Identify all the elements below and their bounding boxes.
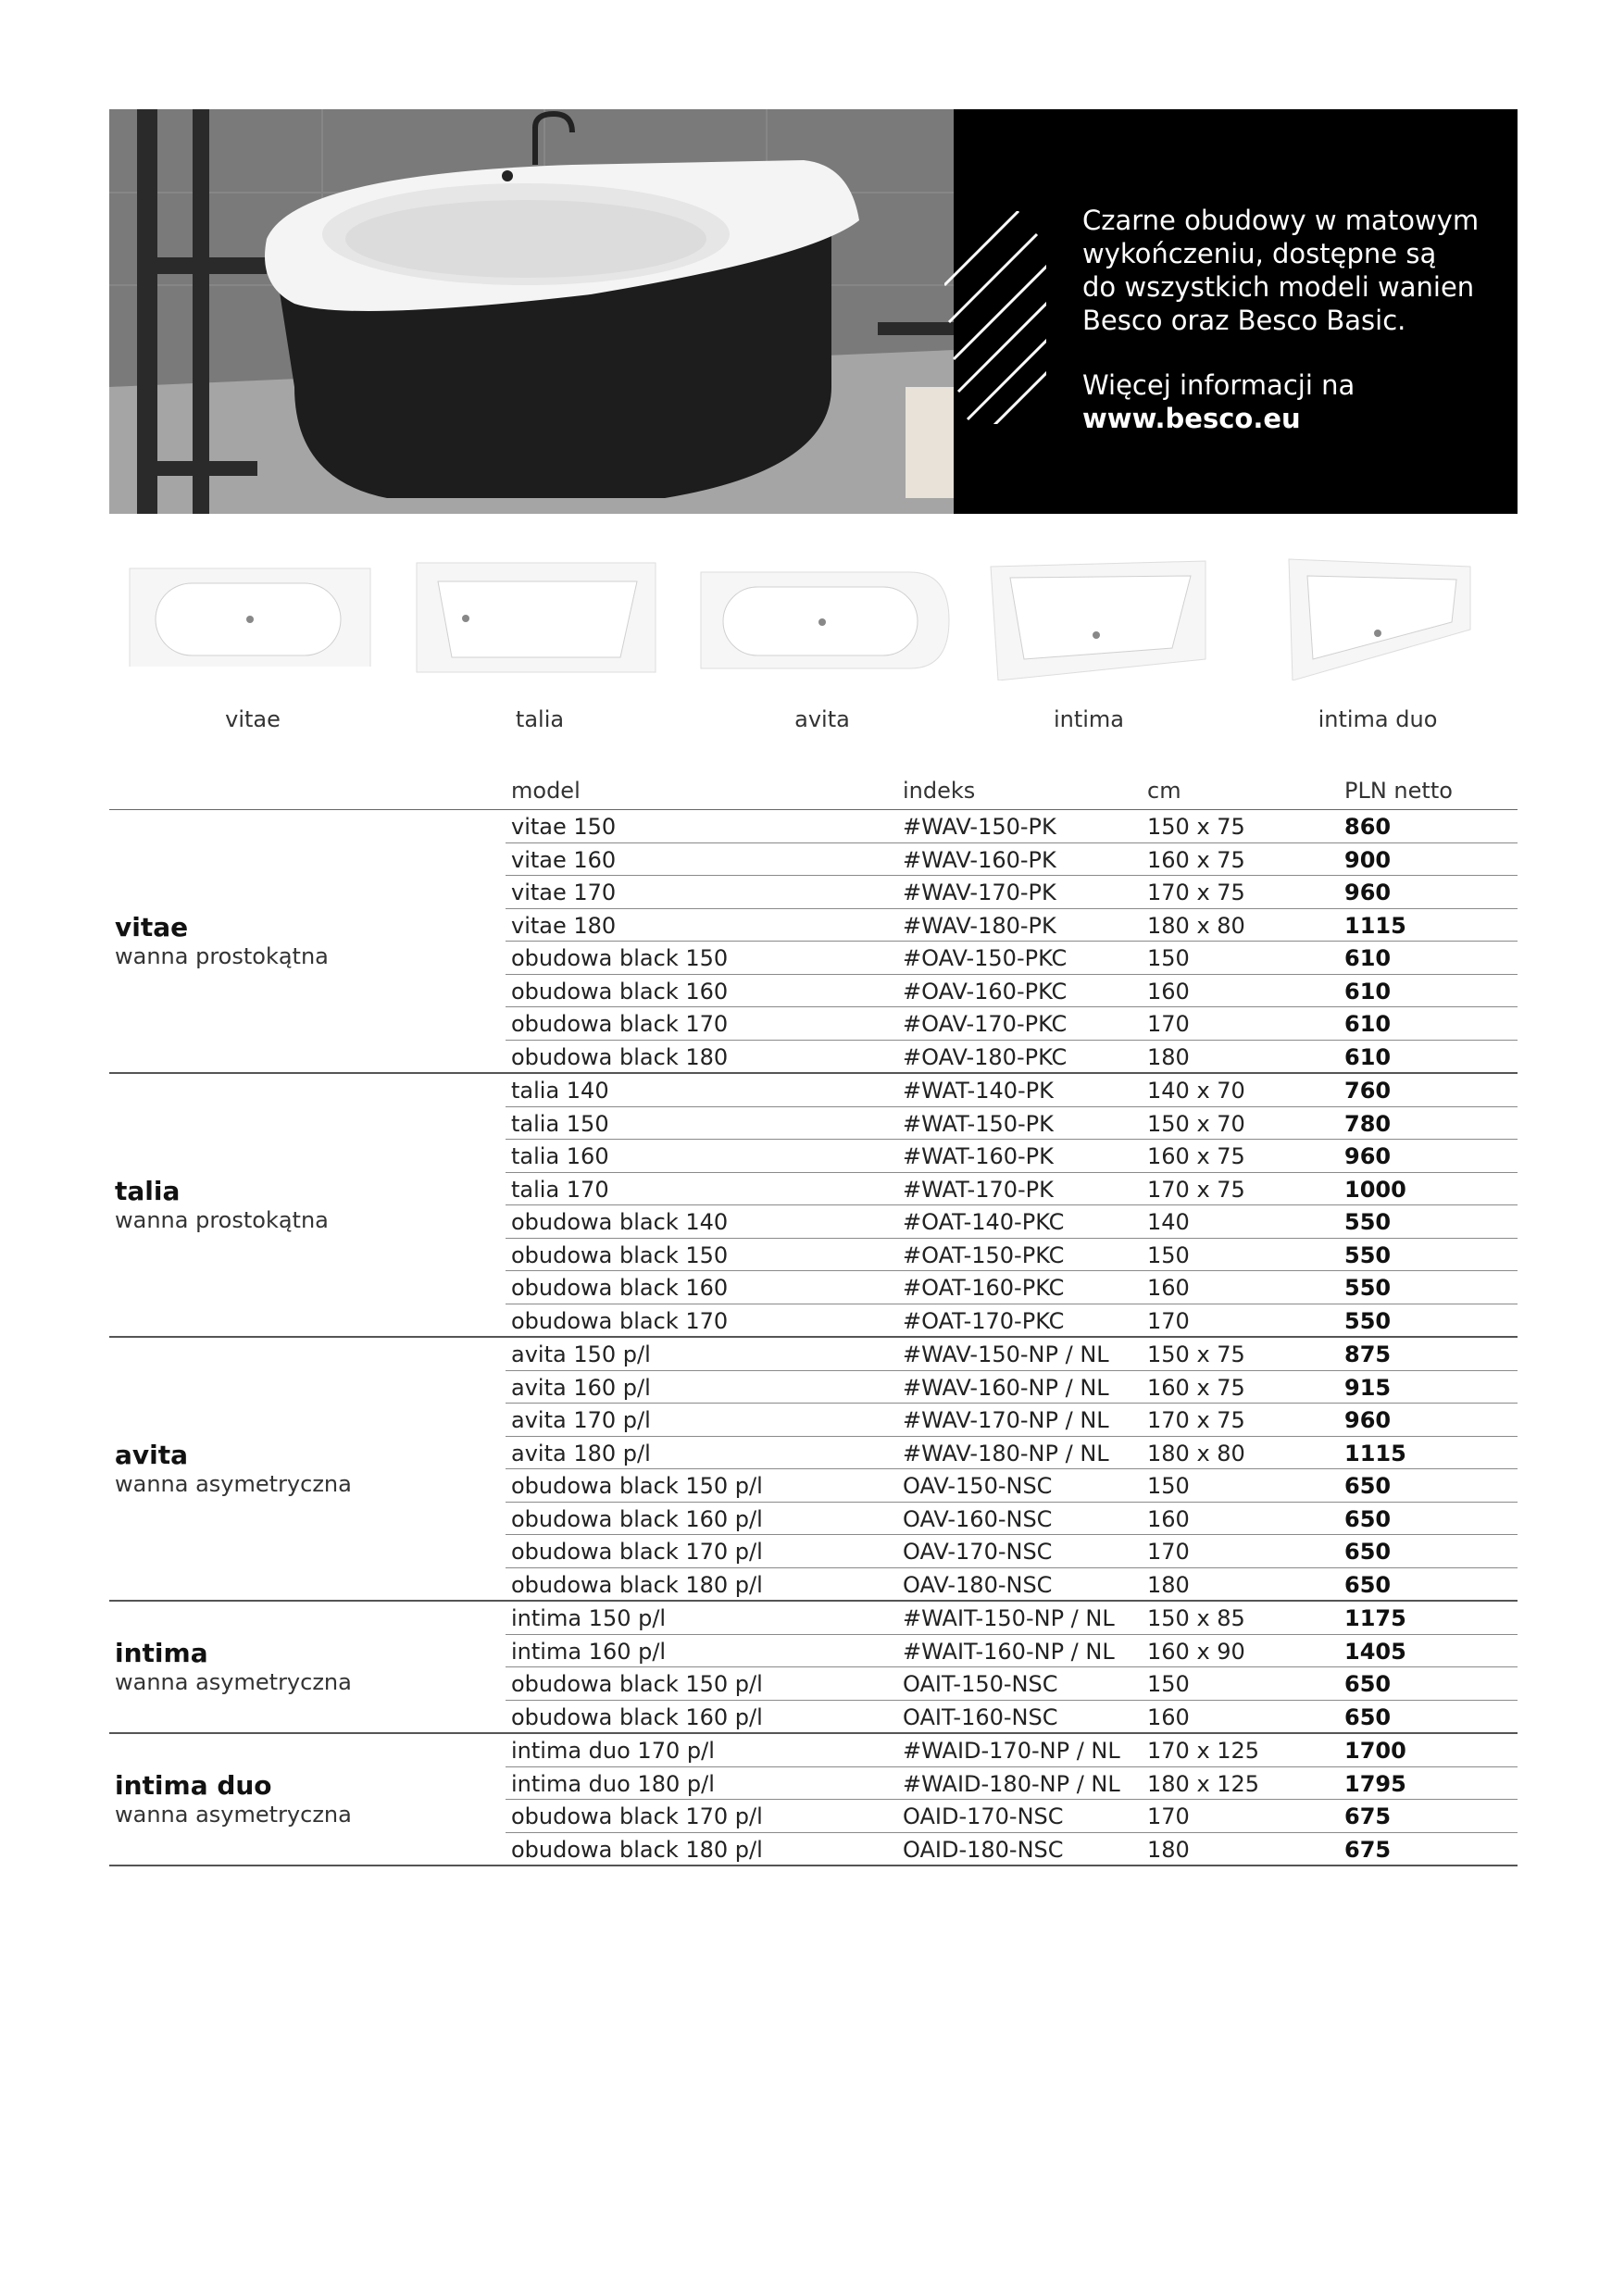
cell-price: 780 [1344,1110,1392,1137]
cell-model: avita 180 p/l [511,1440,651,1466]
asymmetric-oval-bathtub-icon [697,555,952,676]
group-type: wanna asymetryczna [115,1802,352,1828]
cell-size: 180 [1147,1571,1190,1598]
price-table [109,776,1518,1866]
cell-model: obudowa black 150 [511,1242,729,1268]
cell-size: 170 [1147,1803,1190,1829]
cell-price: 650 [1344,1671,1392,1697]
cell-model: obudowa black 170 p/l [511,1803,763,1829]
cell-price: 550 [1344,1209,1392,1235]
product-group [109,1734,1518,1866]
table-row [506,1074,1518,1107]
cell-price: 875 [1344,1341,1392,1367]
cell-price: 1700 [1344,1738,1406,1764]
product-thumbnails [109,555,1518,750]
table-row [506,942,1518,975]
cell-model: intima 150 p/l [511,1605,667,1631]
cell-price: 1000 [1344,1176,1406,1203]
table-row [506,1404,1518,1437]
group-name: intima duo [115,1770,272,1801]
cell-index: #WAID-170-NP / NL [903,1738,1120,1764]
thumbnail-talia[interactable] [415,555,693,750]
cell-model: obudowa black 170 p/l [511,1539,763,1565]
table-row [506,810,1518,843]
table-row [506,1140,1518,1173]
table-row [506,1173,1518,1206]
hero-text [1082,204,1508,435]
thumbnail-label: intima duo [1318,706,1438,732]
product-group [109,1602,1518,1734]
group-name: vitae [115,912,189,942]
thumbnail-label: intima [1053,706,1125,732]
header-model: model [511,778,581,804]
cell-model: obudowa black 180 [511,1043,729,1070]
more-info-label: Więcej informacji na [1082,369,1355,401]
cell-size: 160 x 75 [1147,846,1245,873]
cell-price: 1115 [1344,912,1406,939]
cell-index: #OAT-170-PKC [903,1307,1065,1334]
cell-size: 180 x 80 [1147,912,1245,939]
rectangular-bathtub-icon [415,555,665,676]
table-row [506,876,1518,909]
cell-model: vitae 150 [511,814,617,840]
cell-index: #OAV-160-PKC [903,978,1068,1004]
cell-index: #WAIT-150-NP / NL [903,1605,1115,1631]
cell-index: #WAV-150-PK [903,814,1056,840]
cell-index: #WAT-170-PK [903,1176,1054,1203]
cell-price: 1795 [1344,1770,1406,1797]
group-label [115,913,329,970]
cell-index: #WAV-180-PK [903,912,1056,939]
cell-model: talia 170 [511,1176,609,1203]
cell-model: avita 160 p/l [511,1374,651,1401]
table-row [506,1833,1518,1866]
cell-model: obudowa black 150 p/l [511,1671,763,1697]
cell-price: 550 [1344,1275,1392,1301]
cell-index: #WAIT-160-NP / NL [903,1638,1115,1665]
cell-price: 610 [1344,945,1392,971]
cell-price: 960 [1344,1407,1392,1433]
cell-index: #OAT-150-PKC [903,1242,1065,1268]
cell-price: 960 [1344,1143,1392,1169]
table-row [506,1205,1518,1239]
cell-size: 170 x 125 [1147,1738,1260,1764]
cell-price: 650 [1344,1571,1392,1598]
table-row [506,1469,1518,1503]
cell-model: intima 160 p/l [511,1638,667,1665]
table-row [506,1338,1518,1371]
cell-model: talia 140 [511,1078,609,1104]
cell-size: 160 x 75 [1147,1143,1245,1169]
cell-size: 150 x 75 [1147,1341,1245,1367]
cell-index: #OAV-180-PKC [903,1043,1068,1070]
cell-index: #OAT-140-PKC [903,1209,1065,1235]
table-row [506,1041,1518,1073]
cell-model: intima duo 180 p/l [511,1770,715,1797]
cell-model: obudowa black 150 p/l [511,1473,763,1499]
cell-price: 675 [1344,1803,1392,1829]
asymmetric-duo-bathtub-icon [1285,555,1475,680]
thumbnail-vitae[interactable] [128,555,406,750]
cell-size: 170 x 75 [1147,1176,1245,1203]
cell-size: 160 [1147,1505,1190,1532]
cell-size: 160 [1147,978,1190,1004]
cell-model: obudowa black 180 p/l [511,1571,763,1598]
cell-size: 180 [1147,1836,1190,1863]
cell-index: #OAV-170-PKC [903,1011,1068,1037]
cell-size: 160 x 90 [1147,1638,1245,1665]
table-row [506,1734,1518,1767]
table-row [506,1602,1518,1635]
thumbnail-intima-duo[interactable] [1285,555,1563,750]
website-link[interactable]: www.besco.eu [1082,403,1301,434]
cell-size: 150 [1147,945,1190,971]
cell-price: 550 [1344,1307,1392,1334]
group-label [115,1441,352,1498]
group-type: wanna asymetryczna [115,1471,352,1497]
cell-size: 160 x 75 [1147,1374,1245,1401]
cell-price: 610 [1344,1011,1392,1037]
table-row [506,1701,1518,1733]
cell-size: 140 [1147,1209,1190,1235]
product-group [109,1338,1518,1602]
rectangular-oval-bathtub-icon [128,555,378,667]
cell-model: obudowa black 140 [511,1209,729,1235]
table-row [506,1239,1518,1272]
group-type: wanna prostokątna [115,943,329,969]
table-row [506,1568,1518,1601]
cell-size: 180 [1147,1043,1190,1070]
cell-index: #WAT-160-PK [903,1143,1054,1169]
cell-index: OAID-170-NSC [903,1803,1064,1829]
cell-model: obudowa black 160 p/l [511,1505,763,1532]
table-header [109,776,1518,810]
cell-size: 180 x 125 [1147,1770,1260,1797]
cell-price: 860 [1344,814,1392,840]
cell-price: 760 [1344,1078,1392,1104]
cell-size: 170 x 75 [1147,880,1245,905]
cell-price: 675 [1344,1836,1392,1863]
cell-index: OAV-170-NSC [903,1539,1053,1565]
cell-size: 150 x 75 [1147,814,1245,840]
table-row [506,1503,1518,1536]
thumbnail-label: avita [794,706,850,732]
header-price: PLN netto [1344,778,1453,804]
cell-size: 170 [1147,1011,1190,1037]
table-row [506,1767,1518,1801]
header-index: indeks [903,778,976,804]
group-name: avita [115,1440,189,1470]
cell-index: OAIT-160-NSC [903,1703,1058,1730]
thumbnail-label: talia [515,706,565,732]
cell-model: obudowa black 160 [511,1275,729,1301]
cell-index: #OAT-160-PKC [903,1275,1065,1301]
cell-price: 900 [1344,846,1392,873]
cell-model: obudowa black 160 p/l [511,1703,763,1730]
thumbnail-intima[interactable] [987,555,1265,750]
table-row [506,909,1518,942]
cell-price: 1405 [1344,1638,1406,1665]
cell-price: 650 [1344,1505,1392,1532]
table-row [506,1107,1518,1141]
thumbnail-label: vitae [225,706,281,732]
cell-index: #WAV-160-NP / NL [903,1374,1109,1401]
cell-index: OAV-160-NSC [903,1505,1053,1532]
cell-price: 915 [1344,1374,1392,1401]
cell-index: #WAT-150-PK [903,1110,1054,1137]
cell-price: 650 [1344,1473,1392,1499]
cell-model: obudowa black 170 [511,1307,729,1334]
cell-price: 1115 [1344,1440,1406,1466]
cell-size: 150 x 85 [1147,1605,1245,1631]
cell-size: 150 [1147,1242,1190,1268]
hero-line: Czarne obudowy w matowym [1082,205,1480,236]
header-cm: cm [1147,778,1181,804]
cell-size: 150 [1147,1671,1190,1697]
table-row [506,1271,1518,1304]
cell-index: #WAV-160-PK [903,846,1056,873]
cell-index: #OAV-150-PKC [903,945,1068,971]
cell-price: 1175 [1344,1605,1406,1631]
hero-info-panel [954,109,1518,514]
cell-size: 180 x 80 [1147,1440,1245,1466]
group-label [115,1771,352,1828]
table-row [506,1535,1518,1568]
asymmetric-bathtub-icon [987,555,1209,680]
cell-index: OAID-180-NSC [903,1836,1064,1863]
cell-size: 170 [1147,1307,1190,1334]
cell-model: avita 170 p/l [511,1407,651,1433]
table-row [506,1007,1518,1041]
group-type: wanna asymetryczna [115,1669,352,1695]
cell-model: talia 150 [511,1110,609,1137]
cell-index: #WAT-140-PK [903,1078,1054,1104]
thumbnail-avita[interactable] [697,555,975,750]
group-name: talia [115,1176,181,1206]
cell-index: OAIT-150-NSC [903,1671,1058,1697]
cell-model: vitae 160 [511,846,617,873]
cell-model: vitae 170 [511,880,617,905]
group-label [115,1177,329,1234]
cell-index: OAV-180-NSC [903,1571,1053,1598]
cell-price: 610 [1344,978,1392,1004]
cell-index: #WAV-150-NP / NL [903,1341,1109,1367]
cell-index: #WAID-180-NP / NL [903,1770,1120,1797]
hero-banner [109,109,1518,514]
cell-size: 160 [1147,1703,1190,1730]
table-row [506,975,1518,1008]
cell-model: avita 150 p/l [511,1341,651,1367]
hero-line: Besco oraz Besco Basic. [1082,305,1406,336]
cell-size: 150 [1147,1473,1190,1499]
table-row [506,1437,1518,1470]
table-row [506,1304,1518,1337]
cell-size: 170 [1147,1539,1190,1565]
hero-line: do wszystkich modeli wanien [1082,271,1475,303]
table-row [506,1635,1518,1668]
cell-price: 550 [1344,1242,1392,1268]
cell-index: OAV-150-NSC [903,1473,1053,1499]
hero-bathtub-photo [109,109,954,514]
cell-index: #WAV-180-NP / NL [903,1440,1109,1466]
cell-model: obudowa black 180 p/l [511,1836,763,1863]
table-row [506,1800,1518,1833]
cell-index: #WAV-170-NP / NL [903,1407,1109,1433]
cell-size: 140 x 70 [1147,1078,1245,1104]
cell-size: 170 x 75 [1147,1407,1245,1433]
cell-model: obudowa black 170 [511,1011,729,1037]
cell-price: 960 [1344,880,1392,905]
product-group [109,810,1518,1074]
group-type: wanna prostokątna [115,1207,329,1233]
product-group [109,1074,1518,1338]
group-name: intima [115,1638,208,1668]
table-row [506,1667,1518,1701]
cell-model: obudowa black 160 [511,978,729,1004]
table-row [506,1371,1518,1404]
hero-line: wykończeniu, dostępne są [1082,238,1437,269]
table-row [506,843,1518,877]
cell-size: 160 [1147,1275,1190,1301]
cell-model: intima duo 170 p/l [511,1738,715,1764]
group-label [115,1639,352,1696]
cell-model: obudowa black 150 [511,945,729,971]
cell-price: 650 [1344,1703,1392,1730]
cell-price: 650 [1344,1539,1392,1565]
cell-model: talia 160 [511,1143,609,1169]
decorative-lines-icon [944,211,1046,424]
cell-size: 150 x 70 [1147,1110,1245,1137]
cell-index: #WAV-170-PK [903,880,1056,905]
cell-model: vitae 180 [511,912,617,939]
cell-price: 610 [1344,1043,1392,1070]
